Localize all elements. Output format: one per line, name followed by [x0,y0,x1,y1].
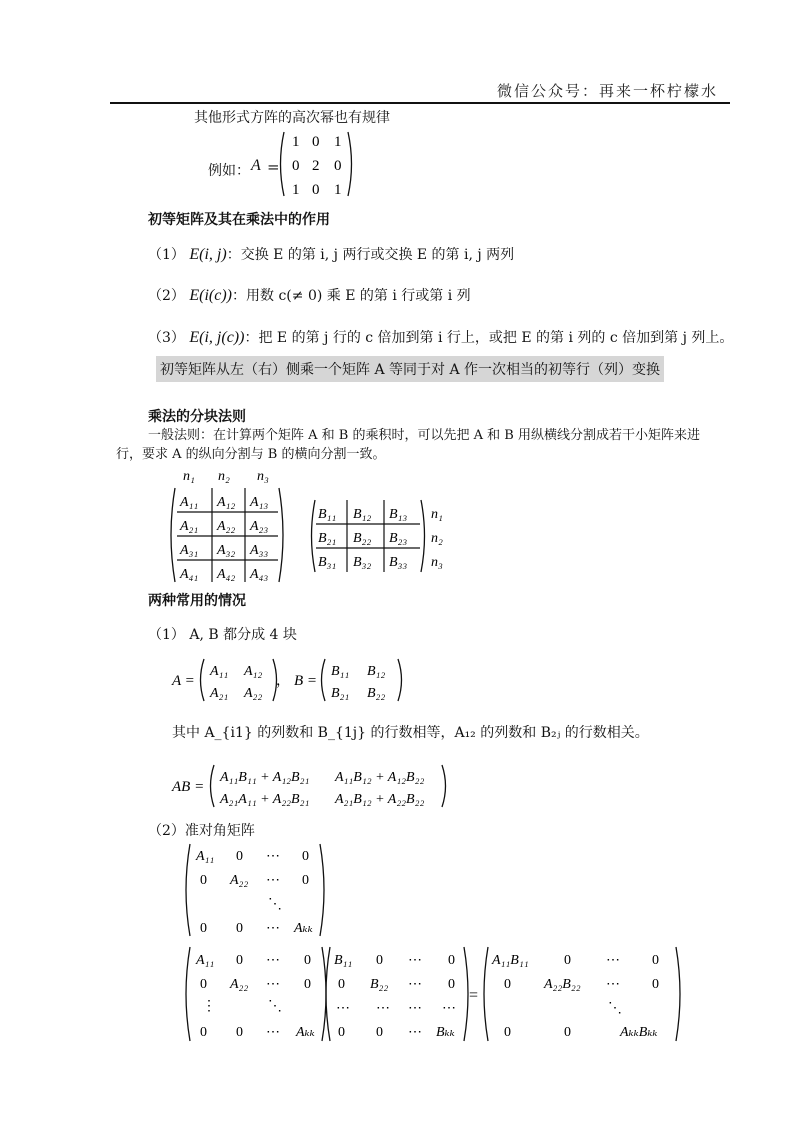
cell: A₁₂ [217,495,236,510]
item-number: （2） [148,288,185,304]
case1-definitions [170,656,410,704]
cell: A₁₁ [210,664,229,679]
cell: 0 [304,977,311,992]
item-text: ：用数 c(≠ 0) 乘 E 的第 i 行或第 i 列 [232,288,471,304]
cell: B₁₂ [367,664,386,679]
cell: 1 [334,182,342,198]
block-paragraph-line2: 行，要求 A 的纵向分割与 B 的横向分割一致。 [116,447,386,462]
cell: B₂₂ [370,977,389,992]
cell: ⋯ [266,921,280,936]
cell: ⋯ [408,953,422,968]
cell: ⋯ [606,977,620,992]
cell: A₁₁ [196,849,215,864]
left-paren [484,947,488,1041]
cell: B₃₂ [353,555,372,570]
cell: A₃₁ [180,543,199,558]
cell: ⋯ [336,1001,350,1016]
cell: ⋯ [408,1025,422,1040]
cell: A₁₃ [250,495,269,510]
right-paren [464,947,468,1041]
item-symbol: E(i, j) [189,246,227,263]
cell: 0 [564,953,571,968]
cell: A₃₂ [217,543,236,558]
cell: ⋯ [266,953,280,968]
left-paren [326,947,330,1041]
cell: A₂₁ [210,686,229,701]
left-paren [322,659,326,701]
case2-label: （2）准对角矩阵 [148,823,255,839]
section-heading-cases: 两种常用的情况 [148,593,246,609]
col-label: n₁ [183,469,195,484]
right-paren [348,132,352,196]
right-paren [279,488,283,582]
cell: 0 [312,134,320,150]
cell: 0 [652,953,659,968]
col-label: n₂ [218,469,230,484]
cell: 0 [448,977,455,992]
row-label: n₂ [431,531,443,546]
matrix-lhs: AB = [172,779,205,795]
cell: 0 [338,977,345,992]
cell: 0 [200,921,207,936]
cell: B₁₃ [389,507,408,522]
cell: Aₖₖ [294,921,313,936]
cell: ⋯ [408,977,422,992]
cell: ⋯ [266,1025,280,1040]
cell: 0 [338,1025,345,1040]
cell: 0 [236,849,243,864]
cell: 0 [564,1025,571,1040]
cell: 0 [504,1025,511,1040]
cell: Aₖₖ [296,1025,315,1040]
cell: 0 [236,1025,243,1040]
left-paren [186,947,190,1041]
item-number: （3） [148,330,185,346]
cell: A₄₂ [217,567,236,582]
cell: 0 [312,182,320,198]
cell: B₁₁ [318,507,337,522]
block-diagonal-matrix [180,842,330,938]
item-symbol: E(i, j(c)) [189,329,245,346]
cell: A₂₂ [244,686,263,701]
cell: A₂₁ [180,519,199,534]
left-paren [201,659,205,701]
cell: ⋯ [408,1001,422,1016]
cell: 0 [504,977,511,992]
case1-note: 其中 A_{i1} 的列数和 B_{1j} 的行数相等，A₁₂ 的列数和 B₂ⱼ 的行数相关。 [172,725,649,741]
equals-sign: = [469,987,479,1004]
cell: B₁₁ [331,664,350,679]
cell: A₄₃ [250,567,269,582]
example-var: A [251,157,261,174]
cell: A₂₂ [230,977,249,992]
cell: A₁₁B₁₂ + A₁₂B₂₂ [335,770,425,785]
elementary-item-3 [148,327,733,347]
right-paren [320,844,324,936]
item-number: （1） [148,247,185,263]
right-paren [398,659,402,701]
cell: 0 [200,977,207,992]
cell: B₂₁ [331,686,350,701]
item-text: ：把 E 的第 j 行的 c 倍加到第 i 行上，或把 E 的第 i 列的 c 倍加到第 j 列上。 [244,330,734,346]
left-paren [312,500,316,572]
matrix-lhs: A = [172,673,195,689]
cell: 0 [652,977,659,992]
cell: B₂₂ [367,686,386,701]
cell: A₂₃ [250,519,269,534]
cell: 0 [376,1025,383,1040]
matrix-lhs: B = [294,673,318,689]
cell: 0 [304,953,311,968]
cell: 0 [236,921,243,936]
cell: ⋱ [268,999,282,1014]
cell: ⋯ [266,849,280,864]
cell: 0 [200,1025,207,1040]
cell: A₄₁ [180,567,199,582]
left-paren [186,844,190,936]
cell: AₖₖBₖₖ [620,1025,658,1040]
example-label: 例如： [208,163,250,179]
separator: ， [276,674,290,689]
cell: B₁₂ [353,507,372,522]
right-paren [676,947,680,1041]
left-paren [281,132,285,196]
cell: 0 [292,158,300,174]
left-paren [171,488,175,582]
cell: 2 [312,158,320,174]
cell: B₂₃ [389,531,408,546]
cell: ⋱ [268,897,282,912]
cell: 0 [302,849,309,864]
cell: B₂₂ [353,531,372,546]
cell: 0 [200,873,207,888]
cell: ⋯ [266,977,280,992]
cell: A₃₃ [250,543,269,558]
cell: ⋮ [202,999,216,1014]
cell: 1 [334,134,342,150]
cell: ⋯ [442,1001,456,1016]
cell: ⋯ [266,873,280,888]
cell: A₁₁B₁₁ + A₁₂B₂₁ [220,770,310,785]
cell: 0 [236,953,243,968]
cell: ⋱ [608,1001,622,1016]
right-paren [421,500,425,572]
cell: A₂₁B₁₂ + A₂₂B₂₂ [335,792,425,807]
cell: 0 [376,953,383,968]
cell: 1 [292,134,300,150]
block-paragraph-line1: 一般法则：在计算两个矩阵 A 和 B 的乘积时，可以先把 A 和 B 用纵横线分割成若干小矩阵来进 [148,428,700,443]
example-matrix [276,128,356,200]
cell: B₁₁ [334,953,353,968]
cell: 0 [334,158,342,174]
elementary-item-1 [148,244,514,264]
cell: ⋯ [606,953,620,968]
cell: A₂₂ [230,873,249,888]
cell: 1 [292,182,300,198]
block-diagonal-product [180,944,700,1044]
product-AB [170,762,460,810]
block-partition-diagram [165,466,455,586]
cell: B₃₁ [318,555,337,570]
cell: A₁₁ [196,953,215,968]
example-eq: = [267,158,280,176]
col-label: n₃ [257,469,269,484]
cell: A₂₂ [217,519,236,534]
right-paren [442,765,446,807]
header-title: 微信公众号：再来一杯柠檬水 [496,82,718,100]
cell: Bₖₖ [436,1025,455,1040]
intro-text: 其他形式方阵的高次幂也有规律 [194,110,390,126]
item-symbol: E(i(c)) [189,287,233,304]
cell: 0 [302,873,309,888]
cell: A₁₂ [244,664,263,679]
cell: B₂₁ [318,531,337,546]
row-label: n₃ [431,555,443,570]
cell: A₁₁B₁₁ [492,953,529,968]
section-heading-block: 乘法的分块法则 [148,409,246,425]
row-label: n₁ [431,507,443,522]
highlight-note: 初等矩阵从左（右）侧乘一个矩阵 A 等同于对 A 作一次相当的初等行（列）变换 [156,356,664,382]
cell: A₂₂B₂₂ [544,977,581,992]
cell: 0 [448,953,455,968]
cell: ⋯ [376,1001,390,1016]
cell: B₃₃ [389,555,408,570]
case1-label: （1） A, B 都分成 4 块 [148,627,297,643]
section-heading-elementary: 初等矩阵及其在乘法中的作用 [148,212,330,228]
elementary-item-2 [148,285,471,305]
header-rule [110,102,730,104]
cell: A₂₁A₁₁ + A₂₂B₂₁ [220,792,310,807]
item-text: ：交换 E 的第 i, j 两行或交换 E 的第 i, j 两列 [226,247,515,263]
cell: A₁₁ [180,495,199,510]
left-paren [211,765,215,807]
